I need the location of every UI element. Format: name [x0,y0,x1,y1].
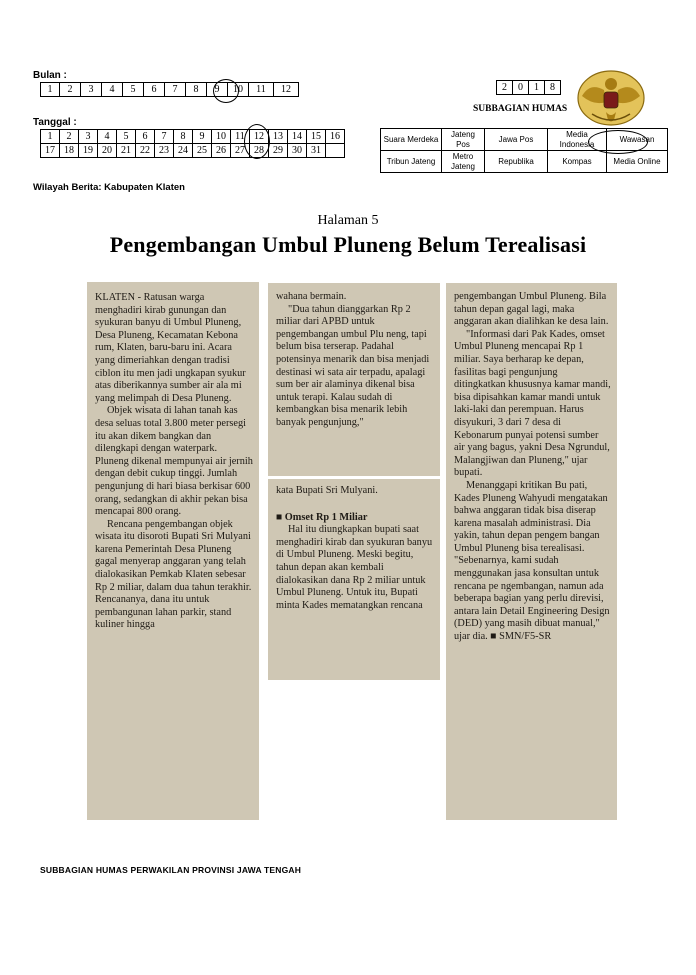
page-number: Halaman 5 [317,213,379,228]
day-cell: 15 [307,130,326,144]
clipping-column-2-bottom [268,479,440,680]
clipping-column-3 [446,283,617,820]
media-cell: Tribun Jateng [381,151,442,173]
day-cell: 24 [174,144,193,158]
day-cell: 30 [288,144,307,158]
media-cell: Suara Merdeka [381,129,442,151]
day-cell: 5 [117,130,136,144]
month-cell: 3 [81,83,102,97]
day-cell: 13 [269,130,288,144]
day-cell: 28 [250,144,269,158]
col2-para-2: "Dua tahun dianggarkan Rp 2 miliar dari APBD untuk pengembangan umbul Plu neng, tapi belum bisa terserap. Padahal potensinya menarik dan bisa menjadi destinasi wi sata air terpadu, apalagi sum ber air alaminya dikenal bisa untuk terapi. Kalau sudah di kembangkan bisa menarik lebih banyak pengunjung," [276,303,430,428]
media-cell: Media Online [607,151,668,173]
day-cell: 17 [41,144,60,158]
day-cell: 26 [212,144,231,158]
day-cell: 9 [193,130,212,144]
day-cell: 27 [231,144,250,158]
col3-para-2: "Informasi dari Pak Kades, omset Umbul Pluneng mencapai Rp 1 miliar. Saya berharap ke depan, fasilitas bagi pengunjung ditingkatkan khususnya kamar mandi, bisa dipisahkan kamar mandi untuk laki-laki dan perempuan. Harus disyukuri, 3 dari 7 desa di Kebonarum punyai potensi sumber air yang bagus, yakni Desa Ngrundul, Malangjiwan dan Pluneng," ujar bupati. [454,328,611,479]
col3-para-1: pengembangan Umbul Pluneng. Bila tahun depan gagal lagi, maka anggaran akan dialihkan ke desa lain. [454,291,609,328]
col1-para-3: Rencana pengembangan objek wisata itu disoroti Bupati Sri Mulyani karena Pemerintah Desa Pluneng gagal menyerap anggaran yang telah dialokasikan Pemkab Klaten sebesar Rp 2 miliar, dalam dua tahun terakhir. Rencananya, dana itu untuk pembangunan lahan parkir, stand kuliner hingga [95,518,252,631]
day-cell: 12 [250,130,269,144]
footer-label: SUBBAGIAN HUMAS PERWAKILAN PROVINSI JAWA TENGAH [40,865,302,875]
day-cell: 14 [288,130,307,144]
bulan-label: Bulan : [33,70,67,81]
year-grid [496,80,561,95]
day-cell: 21 [117,144,136,158]
article-headline: Pengembangan Umbul Pluneng Belum Terealisasi [109,232,587,257]
day-cell: 10 [212,130,231,144]
day-cell: 29 [269,144,288,158]
media-cell: Wawasan [607,129,668,151]
selected-day-circle [244,124,270,159]
media-cell: Jawa Pos [485,129,548,151]
col1-para-2: Objek wisata di lahan tanah kas desa seluas total 3.800 meter persegi itu akan dikem bangkan dan dilengkapi dengan waterpark. Pluneng dikenal mempunyai air jernih dengan debit cukup tinggi. Jumlah pengunjung di hari biasa berkisar 600 orang, sedangkan di akhir pekan bisa mencapai 800 orang. [95,405,253,518]
year-digit-cell: 8 [545,81,561,95]
subheading-omset: ■ Omset Rp 1 Miliar [276,511,368,523]
col1-para-1: KLATEN - Ratusan warga menghadiri kirab gunungan dan syukuran banyu di Umbul Pluneng, Desa Pluneng, Kecamatan Kebona rum, Klaten, baru-baru ini. Acara yang dimeriahkan dengan tradisi ciblon itu men jadi ungkapan syukur atas diberikannya sumber air ala mi yang melimpah di Desa Pluneng. [95,292,246,404]
month-cell: 6 [144,83,165,97]
garuda-emblem-icon [576,68,646,128]
day-cell: 20 [98,144,117,158]
media-cell: Kompas [548,151,607,173]
media-cell: Jateng Pos [442,129,485,151]
day-cell: 4 [98,130,117,144]
month-cell: 4 [102,83,123,97]
media-cell: Republika [485,151,548,173]
day-cell: 8 [174,130,193,144]
day-cell: 25 [193,144,212,158]
day-cell: 16 [326,130,345,144]
col2-para-4: Hal itu diungkapkan bupati saat menghadiri kirab dan syukuran banyu di Umbul Pluneng. Meski begitu, tahun depan akan kembali dialokasikan dana Rp 2 miliar untuk Umbul Pluneng. Untuk itu, Bupati minta Kades mematangkan rencana [276,524,433,611]
month-cell: 9 [207,83,228,97]
selected-month-circle [213,79,239,103]
selected-media-circle [588,130,648,154]
day-cell [326,144,345,158]
month-grid [40,82,299,97]
month-cell: 1 [41,83,60,97]
month-cell: 8 [186,83,207,97]
month-cell: 12 [274,83,299,97]
month-cell: 10 [228,83,249,97]
subbagian-humas-label: SUBBAGIAN HUMAS [473,104,568,114]
day-cell: 18 [60,144,79,158]
day-cell: 2 [60,130,79,144]
media-cell: Metro Jateng [442,151,485,173]
year-digit-cell: 1 [529,81,545,95]
day-cell: 1 [41,130,60,144]
year-digit-cell: 0 [513,81,529,95]
month-cell: 2 [60,83,81,97]
day-cell: 22 [136,144,155,158]
media-cell: Media Indonesia [548,129,607,151]
day-grid [40,129,345,158]
col2-para-3: kata Bupati Sri Mulyani. [276,485,378,496]
col2-para-1: wahana bermain. [276,291,347,302]
day-cell: 23 [155,144,174,158]
day-cell: 31 [307,144,326,158]
clipping-column-2-top [268,283,440,476]
clipping-column-1 [87,282,259,820]
tanggal-label: Tanggal : [33,117,77,128]
day-cell: 19 [79,144,98,158]
year-digit-cell: 2 [497,81,513,95]
month-cell: 7 [165,83,186,97]
day-cell: 6 [136,130,155,144]
month-cell: 11 [249,83,274,97]
day-cell: 3 [79,130,98,144]
month-cell: 5 [123,83,144,97]
day-cell: 11 [231,130,250,144]
col3-para-3: Menanggapi kritikan Bu pati, Kades Pluneng Wahyudi mengatakan bahwa anggaran tidak bisa diserap karena masalah administrasi. Dia yakin, tahun depan pengem bangan Umbul Pluneng bisa terealisasi. "Sebenarnya, kami sudah menggunakan jasa konsultan untuk rencana pe ngembangan, namun ada beberapa bagian yang perlu direvisi, antara lain Detail Engineering Design (DED) yang masih dibuat manual," ujar dia. ■ SMN/F5-SR [454,479,610,643]
wilayah-berita: Wilayah Berita: Kabupaten Klaten [33,182,185,193]
day-cell: 7 [155,130,174,144]
